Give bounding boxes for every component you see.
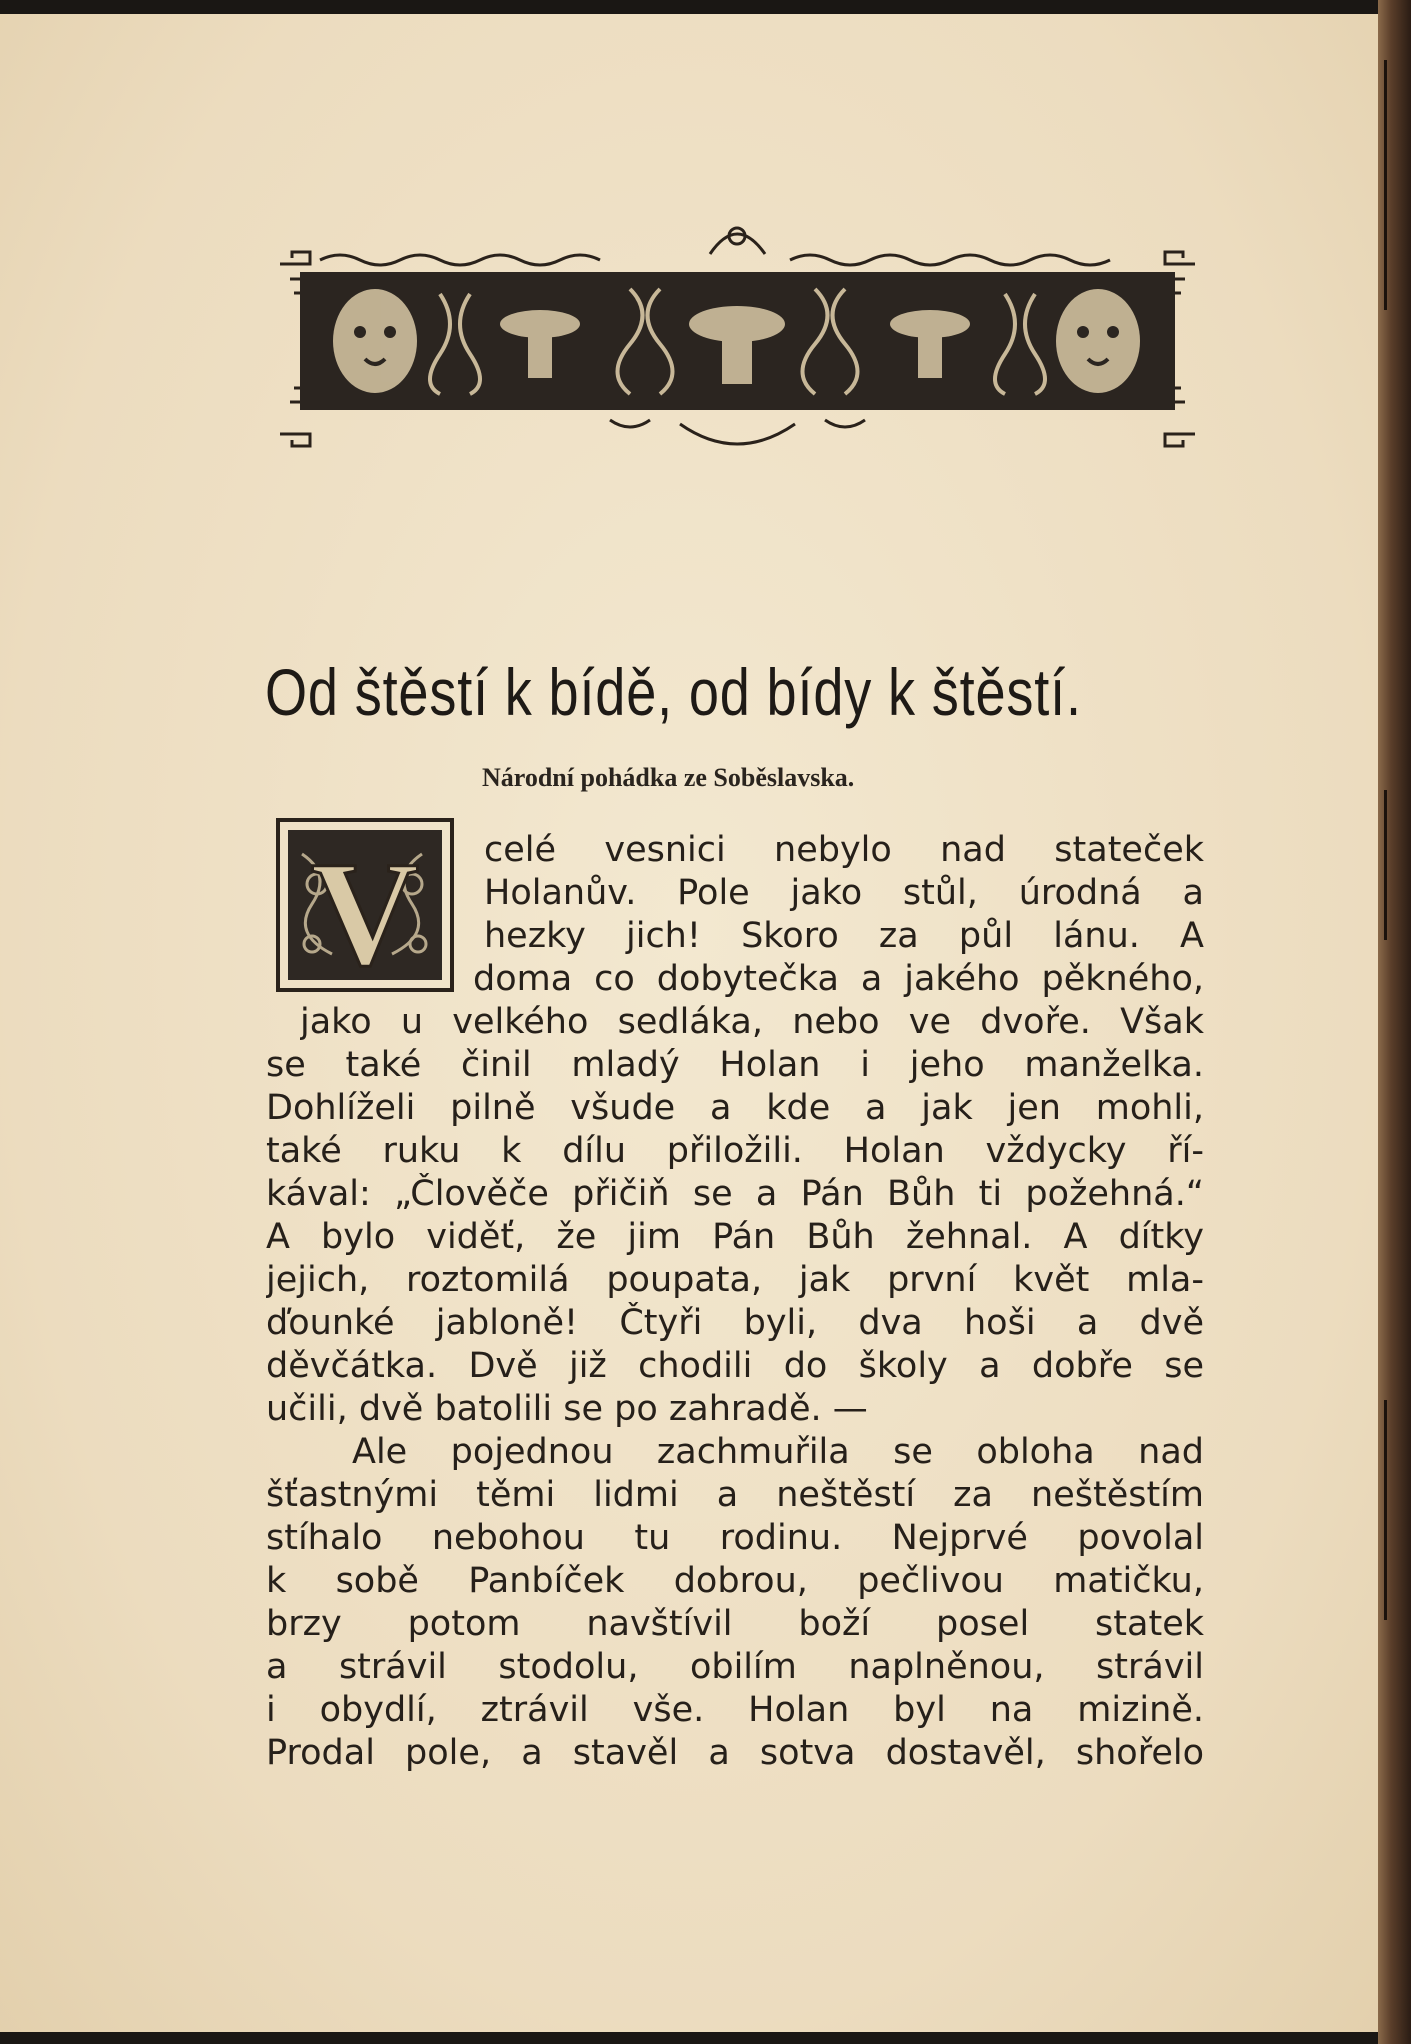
- text-line: Dohlíželi pilně všude a kde a jak jen mohli,: [266, 1088, 1204, 1128]
- text-line: šťastnými těmi lidmi a neštěstí za neštěstím: [266, 1475, 1204, 1515]
- chapter-title: Od štěstí k bídě, od bídy k štěstí.: [265, 655, 1082, 729]
- text-line: i obydlí, ztrávil vše. Holan byl na mizině.: [266, 1690, 1204, 1730]
- chapter-subtitle: Národní pohádka ze Soběslavska.: [482, 763, 855, 792]
- text-line: doma co dobytečka a jakého pěkného,: [473, 959, 1204, 999]
- text-line: učili, dvě batolili se po zahradě. —: [266, 1389, 868, 1429]
- text-line: celé vesnici nebylo nad stateček: [484, 830, 1204, 870]
- drop-cap-letter: V: [310, 831, 420, 996]
- drop-cap-initial: [272, 814, 458, 996]
- text-line: A bylo viděť, že jim Pán Bůh žehnal. A dítky: [266, 1217, 1204, 1257]
- book-spine-edge: [1378, 0, 1411, 2044]
- text-line: a strávil stodolu, obilím naplněnou, strávil: [266, 1647, 1204, 1687]
- text-line: stíhalo nebohou tu rodinu. Nejprvé povolal: [266, 1518, 1204, 1558]
- text-line: ďounké jabloně! Čtyři byli, dva hoši a dvě: [266, 1303, 1204, 1343]
- text-line: jejich, roztomilá poupata, jak první květ mla-: [266, 1260, 1204, 1300]
- book-page: [0, 14, 1378, 2032]
- text-line: Prodal pole, a stavěl a sotva dostavěl, shořelo: [266, 1733, 1204, 1773]
- text-line: děvčátka. Dvě již chodili do školy a dobře se: [266, 1346, 1204, 1386]
- text-line: Holanův. Pole jako stůl, úrodná a: [484, 873, 1204, 913]
- text-line: hezky jich! Skoro za půl lánu. A: [484, 916, 1204, 956]
- text-line: také ruku k dílu přiložili. Holan vždycky ří-: [266, 1131, 1204, 1171]
- text-line: k sobě Panbíček dobrou, pečlivou matičku,: [266, 1561, 1204, 1601]
- ornamental-headpiece: [270, 224, 1205, 459]
- text-line: jako u velkého sedláka, nebo ve dvoře. Však: [300, 1002, 1204, 1042]
- text-line: kával: „Člověče přičiň se a Pán Bůh ti požehná.“: [266, 1174, 1204, 1214]
- text-line: Ale pojednou zachmuřila se obloha nad: [352, 1432, 1204, 1472]
- text-line: brzy potom navštívil boží posel statek: [266, 1604, 1204, 1644]
- text-line: se také činil mladý Holan i jeho manželka.: [266, 1045, 1204, 1085]
